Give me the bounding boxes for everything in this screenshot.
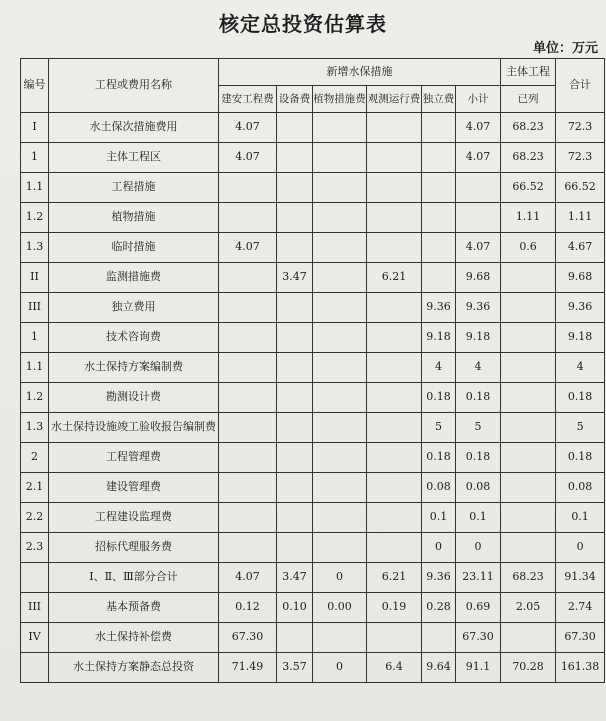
row-value xyxy=(219,473,277,503)
row-value xyxy=(313,203,367,233)
row-value: 5 xyxy=(422,413,456,443)
row-code: II xyxy=(21,263,49,293)
row-name: Ⅰ、Ⅱ、Ⅲ部分合计 xyxy=(49,563,219,593)
row-value: 71.49 xyxy=(219,653,277,683)
row-value: 0.18 xyxy=(556,443,605,473)
row-code: 2.1 xyxy=(21,473,49,503)
row-value xyxy=(367,503,422,533)
row-value xyxy=(367,203,422,233)
row-value: 9.36 xyxy=(456,293,501,323)
row-value: 2.74 xyxy=(556,593,605,623)
table-body xyxy=(21,113,605,683)
table-row xyxy=(21,383,605,413)
header-construction-fee: 建安工程费 xyxy=(219,86,277,113)
row-value: 0.18 xyxy=(456,443,501,473)
row-value: 4 xyxy=(422,353,456,383)
row-value: 0.1 xyxy=(556,503,605,533)
header-equipment-fee: 设备费 xyxy=(277,86,313,113)
row-value xyxy=(313,503,367,533)
row-value: 66.52 xyxy=(501,173,556,203)
row-value: 4.07 xyxy=(456,143,501,173)
row-value xyxy=(277,113,313,143)
row-value xyxy=(219,503,277,533)
row-value xyxy=(422,113,456,143)
table-row xyxy=(21,353,605,383)
row-value: 23.11 xyxy=(456,563,501,593)
row-value: 4.07 xyxy=(456,233,501,263)
row-value xyxy=(219,443,277,473)
row-value xyxy=(277,533,313,563)
row-value xyxy=(219,293,277,323)
row-value: 0.18 xyxy=(422,443,456,473)
table-row xyxy=(21,443,605,473)
row-name: 主体工程区 xyxy=(49,143,219,173)
row-value xyxy=(313,533,367,563)
row-value xyxy=(219,413,277,443)
row-value xyxy=(219,263,277,293)
row-code: 1.2 xyxy=(21,203,49,233)
row-value xyxy=(501,413,556,443)
row-value xyxy=(219,353,277,383)
row-value: 0 xyxy=(456,533,501,563)
row-value: 0.18 xyxy=(556,383,605,413)
row-value xyxy=(367,173,422,203)
row-code xyxy=(21,653,49,683)
row-value xyxy=(219,173,277,203)
row-value xyxy=(313,473,367,503)
row-code xyxy=(21,563,49,593)
table-row xyxy=(21,413,605,443)
row-value xyxy=(367,443,422,473)
row-value: 161.38 xyxy=(556,653,605,683)
row-value xyxy=(277,383,313,413)
row-value xyxy=(367,413,422,443)
row-value: 1.11 xyxy=(501,203,556,233)
row-value: 0.08 xyxy=(456,473,501,503)
row-code: 1.3 xyxy=(21,413,49,443)
row-code: 1 xyxy=(21,143,49,173)
table-row xyxy=(21,233,605,263)
header-code: 编号 xyxy=(21,59,49,113)
row-value: 9.18 xyxy=(422,323,456,353)
row-value xyxy=(367,383,422,413)
row-value: 6.21 xyxy=(367,563,422,593)
row-value: 67.30 xyxy=(556,623,605,653)
row-value: 0.1 xyxy=(422,503,456,533)
row-value: 68.23 xyxy=(501,143,556,173)
row-name: 水土保持方案编制费 xyxy=(49,353,219,383)
row-value: 9.36 xyxy=(556,293,605,323)
row-value xyxy=(422,173,456,203)
row-value xyxy=(367,293,422,323)
row-value: 91.1 xyxy=(456,653,501,683)
row-value: 6.21 xyxy=(367,263,422,293)
row-value xyxy=(367,233,422,263)
row-value: 0.18 xyxy=(456,383,501,413)
row-value xyxy=(501,533,556,563)
row-value: 0.19 xyxy=(367,593,422,623)
row-code: IV xyxy=(21,623,49,653)
row-value xyxy=(277,413,313,443)
table-row xyxy=(21,293,605,323)
row-value: 9.68 xyxy=(456,263,501,293)
row-name: 勘测设计费 xyxy=(49,383,219,413)
row-value xyxy=(313,443,367,473)
row-value xyxy=(422,143,456,173)
row-value xyxy=(313,263,367,293)
row-value xyxy=(313,233,367,263)
header-name: 工程或费用名称 xyxy=(49,59,219,113)
row-value xyxy=(422,263,456,293)
row-value xyxy=(367,473,422,503)
row-value xyxy=(277,293,313,323)
row-value xyxy=(313,413,367,443)
row-name: 工程措施 xyxy=(49,173,219,203)
unit-label: 单位：万元 xyxy=(532,41,598,56)
row-code: 2.3 xyxy=(21,533,49,563)
row-value: 0.12 xyxy=(219,593,277,623)
header-row-1 xyxy=(21,59,605,86)
row-value xyxy=(277,503,313,533)
row-value: 72.3 xyxy=(556,113,605,143)
row-value xyxy=(277,353,313,383)
row-value: 5 xyxy=(556,413,605,443)
table-row xyxy=(21,473,605,503)
row-value xyxy=(313,143,367,173)
table-row xyxy=(21,593,605,623)
row-value: 0 xyxy=(313,653,367,683)
row-value: 4.07 xyxy=(456,113,501,143)
row-value xyxy=(501,263,556,293)
row-value xyxy=(277,173,313,203)
row-value: 0.08 xyxy=(556,473,605,503)
row-value: 0.18 xyxy=(422,383,456,413)
table-row xyxy=(21,653,605,683)
row-value: 9.64 xyxy=(422,653,456,683)
header-monitoring-fee: 观测运行费 xyxy=(367,86,422,113)
row-value: 72.3 xyxy=(556,143,605,173)
row-code: III xyxy=(21,593,49,623)
row-value xyxy=(422,623,456,653)
row-value xyxy=(456,173,501,203)
row-value xyxy=(367,353,422,383)
row-code: 1.3 xyxy=(21,233,49,263)
row-value: 0 xyxy=(556,533,605,563)
row-name: 工程管理费 xyxy=(49,443,219,473)
row-value: 9.18 xyxy=(456,323,501,353)
row-value xyxy=(277,473,313,503)
row-value: 4.07 xyxy=(219,233,277,263)
row-value xyxy=(501,623,556,653)
table-row xyxy=(21,143,605,173)
row-value xyxy=(367,143,422,173)
header-plant-measures-fee: 植物措施费 xyxy=(313,86,367,113)
row-value: 66.52 xyxy=(556,173,605,203)
row-value: 70.28 xyxy=(501,653,556,683)
row-name: 水土保次措施费用 xyxy=(49,113,219,143)
row-value xyxy=(219,323,277,353)
row-name: 植物措施 xyxy=(49,203,219,233)
row-name: 独立费用 xyxy=(49,293,219,323)
row-value xyxy=(313,353,367,383)
header-independent-fee: 独立费 xyxy=(422,86,456,113)
row-code: 1.1 xyxy=(21,353,49,383)
row-name: 基本预备费 xyxy=(49,593,219,623)
row-value xyxy=(313,383,367,413)
row-value: 4.07 xyxy=(219,563,277,593)
row-value xyxy=(313,293,367,323)
row-value xyxy=(313,323,367,353)
row-value: 91.34 xyxy=(556,563,605,593)
table-row xyxy=(21,263,605,293)
row-code: 2 xyxy=(21,443,49,473)
row-name: 水土保持方案静态总投资 xyxy=(49,653,219,683)
row-value: 0 xyxy=(422,533,456,563)
row-value: 0.28 xyxy=(422,593,456,623)
row-value xyxy=(501,353,556,383)
row-value xyxy=(277,233,313,263)
row-value: 1.11 xyxy=(556,203,605,233)
row-value: 3.57 xyxy=(277,653,313,683)
row-value: 0 xyxy=(313,563,367,593)
row-name: 工程建设监理费 xyxy=(49,503,219,533)
row-value: 4.07 xyxy=(219,143,277,173)
row-value: 68.23 xyxy=(501,113,556,143)
row-value xyxy=(501,503,556,533)
row-code: I xyxy=(21,113,49,143)
row-value: 0.1 xyxy=(456,503,501,533)
table-row xyxy=(21,113,605,143)
table-row xyxy=(21,503,605,533)
row-value xyxy=(501,293,556,323)
table-title: 核定总投资估算表 xyxy=(219,12,387,36)
row-value: 67.30 xyxy=(456,623,501,653)
row-code: III xyxy=(21,293,49,323)
row-value: 0.6 xyxy=(501,233,556,263)
row-name: 水土保持设施竣工验收报告编制费 xyxy=(49,413,219,443)
row-value xyxy=(277,203,313,233)
row-code: 1.2 xyxy=(21,383,49,413)
table-row xyxy=(21,533,605,563)
row-value xyxy=(219,203,277,233)
row-value: 3.47 xyxy=(277,563,313,593)
table-row xyxy=(21,203,605,233)
row-value: 4 xyxy=(556,353,605,383)
row-value: 2.05 xyxy=(501,593,556,623)
table-row xyxy=(21,563,605,593)
row-value: 9.68 xyxy=(556,263,605,293)
row-value xyxy=(313,173,367,203)
row-name: 技术咨询费 xyxy=(49,323,219,353)
header-main-listed: 已列 xyxy=(501,86,556,113)
row-value xyxy=(277,143,313,173)
row-value xyxy=(277,443,313,473)
row-value: 0.10 xyxy=(277,593,313,623)
header-main-project: 主体工程 xyxy=(501,59,556,86)
row-value xyxy=(367,623,422,653)
row-code: 2.2 xyxy=(21,503,49,533)
row-value xyxy=(456,203,501,233)
row-value: 9.18 xyxy=(556,323,605,353)
row-name: 招标代理服务费 xyxy=(49,533,219,563)
row-name: 水土保持补偿费 xyxy=(49,623,219,653)
header-new-measures: 新增水保措施 xyxy=(219,59,501,86)
row-value xyxy=(367,113,422,143)
table-row xyxy=(21,323,605,353)
row-value: 3.47 xyxy=(277,263,313,293)
row-value xyxy=(219,383,277,413)
header-subtotal: 小计 xyxy=(456,86,501,113)
row-value xyxy=(501,383,556,413)
row-value xyxy=(422,233,456,263)
row-code: 1 xyxy=(21,323,49,353)
row-value: 0.00 xyxy=(313,593,367,623)
table-row xyxy=(21,173,605,203)
row-value: 4.67 xyxy=(556,233,605,263)
row-value: 67.30 xyxy=(219,623,277,653)
row-value xyxy=(501,473,556,503)
row-value: 68.23 xyxy=(501,563,556,593)
header-total: 合计 xyxy=(556,59,605,113)
row-value xyxy=(277,323,313,353)
row-value: 5 xyxy=(456,413,501,443)
row-value xyxy=(313,113,367,143)
row-name: 监测措施费 xyxy=(49,263,219,293)
row-value xyxy=(367,323,422,353)
row-value xyxy=(422,203,456,233)
row-value xyxy=(219,533,277,563)
row-value xyxy=(501,323,556,353)
row-value: 0.69 xyxy=(456,593,501,623)
row-code: 1.1 xyxy=(21,173,49,203)
row-value xyxy=(277,623,313,653)
row-value: 0.08 xyxy=(422,473,456,503)
row-value: 9.36 xyxy=(422,293,456,323)
row-value: 4.07 xyxy=(219,113,277,143)
row-value: 4 xyxy=(456,353,501,383)
row-value xyxy=(501,443,556,473)
row-value: 9.36 xyxy=(422,563,456,593)
row-name: 建设管理费 xyxy=(49,473,219,503)
investment-estimate-table xyxy=(20,58,605,683)
table-row xyxy=(21,623,605,653)
row-value xyxy=(313,623,367,653)
row-value: 6.4 xyxy=(367,653,422,683)
row-name: 临时措施 xyxy=(49,233,219,263)
row-value xyxy=(367,533,422,563)
